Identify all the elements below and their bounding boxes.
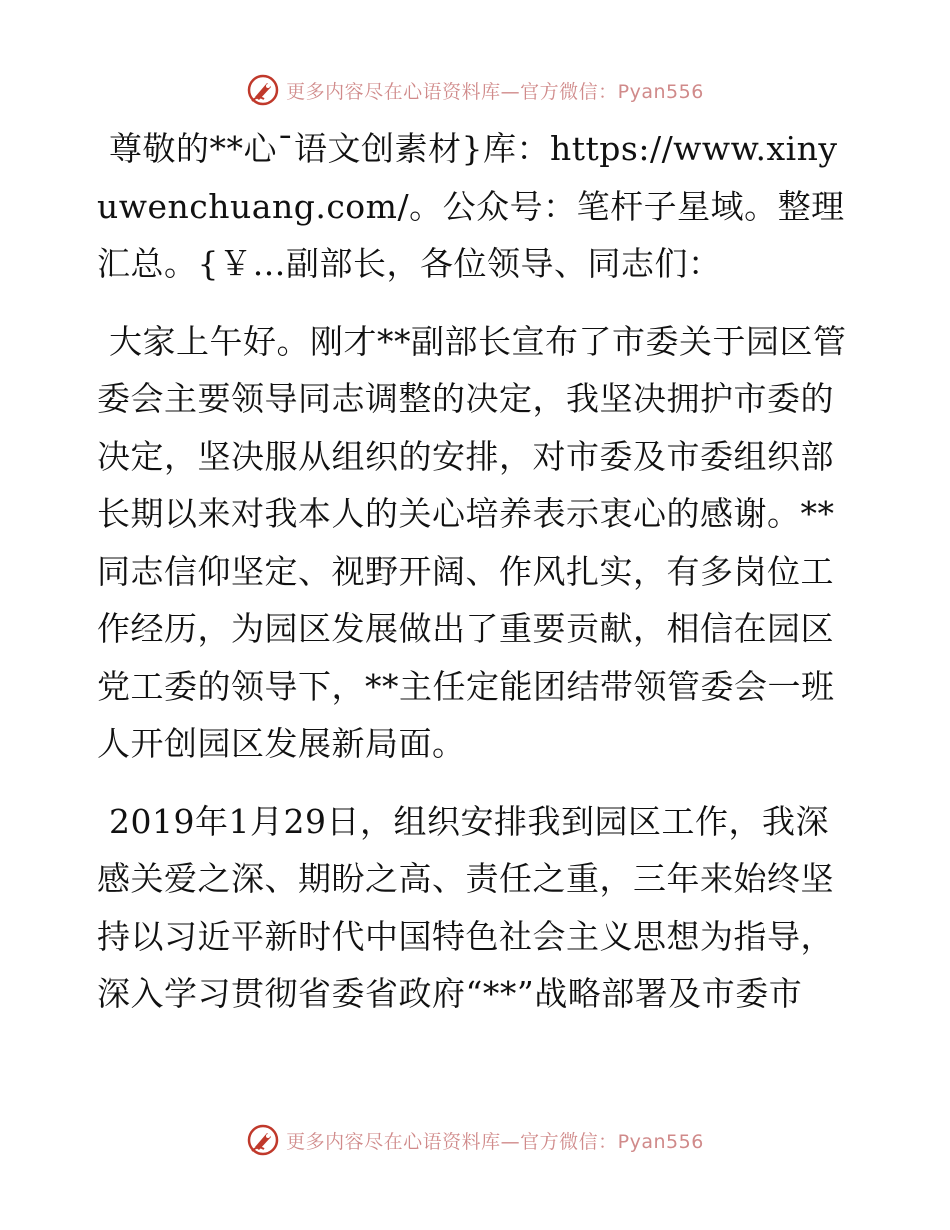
footer-watermark bbox=[0, 1120, 950, 1160]
document-body bbox=[97, 120, 857, 1043]
header-watermark bbox=[0, 70, 950, 110]
watermark-text: 更多内容尽在心语资料库—官方微信：Pyan556 bbox=[286, 1130, 704, 1153]
watermark-text: 更多内容尽在心语资料库—官方微信：Pyan556 bbox=[286, 80, 704, 103]
paragraph-2: 大家上午好。刚才**副部长宣布了市委关于园区管委会主要领导同志调整的决定，我坚决拥护市委的决定，坚决服从组织的安排，对市委及市委组织部长期以来对我本人的关心培养表示衷心的感谢。**同志信仰坚定、视野开阔、作风扎实，有多岗位工作经历，为园区发展做出了重要贡献，相信在园区党工委的领导下，**主任定能团结带领管委会一班人开创园区发展新局面。 bbox=[97, 321, 847, 763]
paragraph-1: 尊敬的**心¯语文创素材}库：https://www.xinyuwenchuang.com/。公众号：笔杆子星域。整理汇总。{￥…副部长，各位领导、同志们： bbox=[97, 129, 845, 283]
paragraph-3: 2019年1月29日，组织安排我到园区工作，我深感关爱之深、期盼之高、责任之重，三年来始终坚持以习近平新时代中国特色社会主义思想为指导，深入学习贯彻省委省政府“**”战略部署及市委市 bbox=[97, 801, 834, 1013]
pen-nib-logo-icon bbox=[246, 1123, 280, 1157]
pen-nib-logo-icon bbox=[246, 73, 280, 107]
